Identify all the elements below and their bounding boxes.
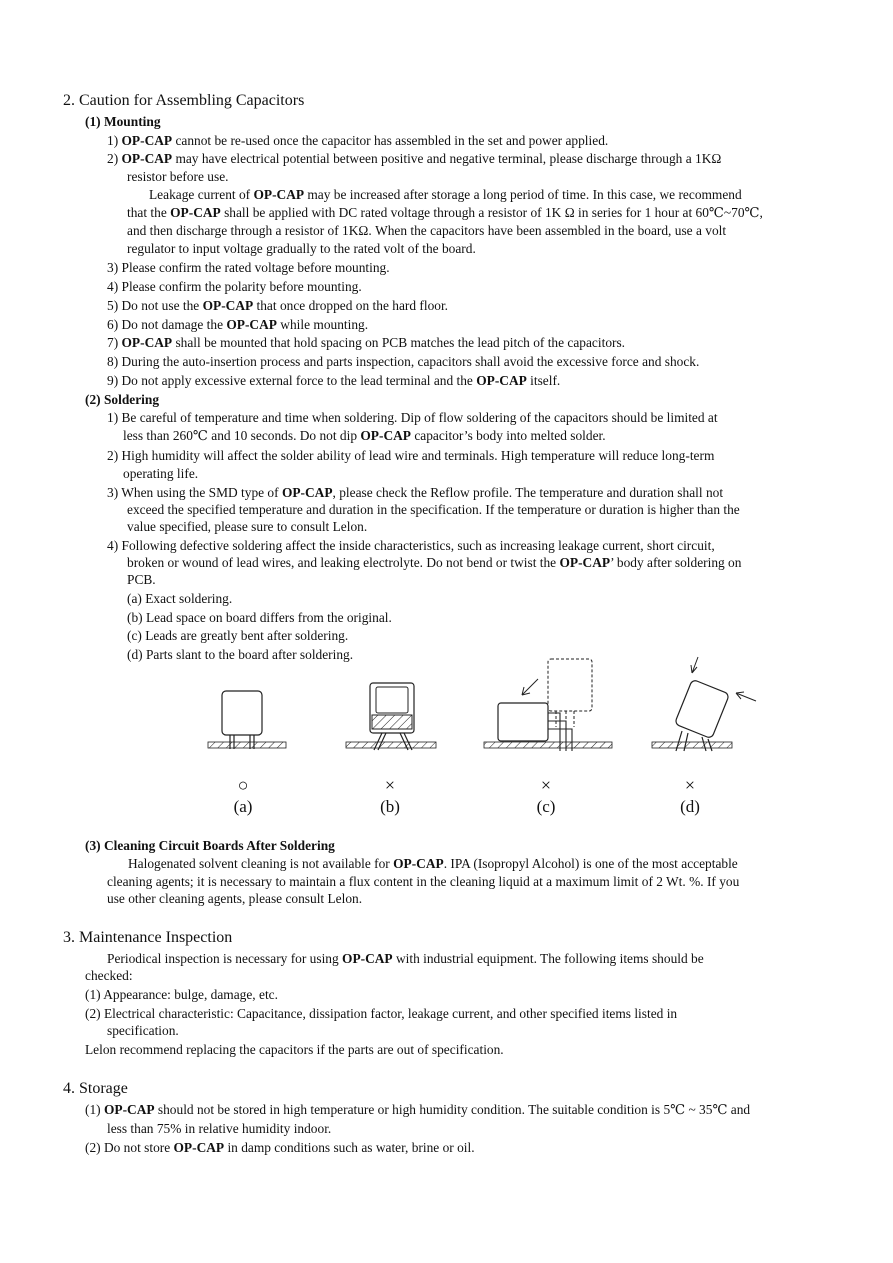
leakage-line-2: that the OP-CAP shall be applied with DC rated voltage through a resistor of 1K Ω in series for 1 hour at 60℃~70℃, [127,205,763,220]
figure-label-a: (a) [233,797,253,816]
cleaning-line-3: use other cleaning agents, please consult Lelon. [107,891,363,906]
soldering-item-4-cont-1: broken or wound of lead wires, and leaking electrolyte. Do not bend or twist the OP-CAP’ body after soldering on [127,555,742,570]
mounting-item-2-cont: resistor before use. [127,169,229,184]
leakage-line-3: and then discharge through a resistor of 1KΩ. When the capacitors have been assembled in the board, use a volt [127,223,727,238]
figure-mark-b: × [384,775,396,795]
maintenance-recommendation: Lelon recommend replacing the capacitors if the parts are out of specification. [85,1042,504,1057]
mounting-item-3: 3) Please confirm the rated voltage before mounting. [107,260,390,275]
soldering-item-2: 2) High humidity will affect the solder ability of lead wire and terminals. High temperature will reduce long-term [107,448,715,463]
mounting-heading: (1) Mounting [85,114,161,129]
figure-mark-a: ○ [237,775,249,795]
soldering-item-4-cont-2: PCB. [127,572,156,587]
figure-a-capacitor [208,691,286,749]
figure-label-b: (b) [380,797,400,816]
storage-item-1-cont: less than 75% in relative humidity indoor. [107,1121,332,1136]
mounting-item-1: 1) OP-CAP cannot be re-used once the capacitor has assembled in the set and power applied. [107,133,609,148]
maintenance-item-2: (2) Electrical characteristic: Capacitance, dissipation factor, leakage current, and other specified items listed in [85,1006,678,1021]
mounting-item-5: 5) Do not use the OP-CAP that once dropped on the hard floor. [107,298,449,313]
mounting-item-8: 8) During the auto-insertion process and parts inspection, capacitors shall avoid the excessive force and shock. [107,354,700,369]
section-3-title: 3. Maintenance Inspection [63,929,233,946]
soldering-item-4: 4) Following defective soldering affect the inside characteristics, such as increasing leakage current, short circuit, [107,538,715,553]
soldering-heading: (2) Soldering [85,392,160,407]
figure-label-d: (d) [680,797,700,816]
leakage-line-1: Leakage current of OP-CAP may be increased after storage a long period of time. In this case, we recommend [149,187,742,202]
storage-item-1: (1) OP-CAP should not be stored in high temperature or high humidity condition. The suitable condition is 5℃ ~ 35℃ and [85,1102,751,1117]
soldering-item-3-cont-1: exceed the specified temperature and duration in the specification. If the temperature or duration is higher than the [127,502,740,517]
maintenance-item-1: (1) Appearance: bulge, damage, etc. [85,987,278,1002]
cleaning-heading: (3) Cleaning Circuit Boards After Soldering [85,838,335,853]
leakage-line-4: regulator to input voltage gradually to the rated volt of the board. [127,241,476,256]
maintenance-line-1: Periodical inspection is necessary for using OP-CAP with industrial equipment. The following items should be [107,951,704,966]
soldering-item-3: 3) When using the SMD type of OP-CAP, please check the Reflow profile. The temperature and duration shall not [107,485,724,500]
mounting-item-9: 9) Do not apply excessive external force to the lead terminal and the OP-CAP itself. [107,373,561,388]
mounting-item-6: 6) Do not damage the OP-CAP while mounting. [107,317,369,332]
maintenance-item-2-cont: specification. [107,1023,179,1038]
mounting-item-7: 7) OP-CAP shall be mounted that hold spacing on PCB matches the lead pitch of the capacitors. [107,335,626,350]
soldering-figure [200,655,760,765]
figure-d-capacitor [652,657,756,751]
figure-mark-d: × [684,775,696,795]
soldering-case-b: (b) Lead space on board differs from the original. [127,610,392,625]
mounting-item-4: 4) Please confirm the polarity before mounting. [107,279,362,294]
figure-mark-c: × [540,775,552,795]
cleaning-line-1: Halogenated solvent cleaning is not available for OP-CAP. IPA (Isopropyl Alcohol) is one of the most acceptable [128,856,738,871]
soldering-item-1-cont: less than 260℃ and 10 seconds. Do not dip OP-CAP capacitor’s body into melted solder. [123,428,606,443]
figure-label-c: (c) [536,797,556,816]
storage-item-2: (2) Do not store OP-CAP in damp conditions such as water, brine or oil. [85,1140,475,1155]
soldering-case-d: (d) Parts slant to the board after soldering. [127,647,354,662]
soldering-item-1: 1) Be careful of temperature and time when soldering. Dip of flow soldering of the capacitors should be limited at [107,410,718,425]
soldering-case-c: (c) Leads are greatly bent after soldering. [127,628,349,643]
figure-b-capacitor [346,683,436,750]
mounting-item-2: 2) OP-CAP may have electrical potential between positive and negative terminal, please discharge through a 1KΩ [107,151,722,166]
figure-c-capacitor [484,659,612,751]
soldering-case-a: (a) Exact soldering. [127,591,233,606]
maintenance-line-2: checked: [85,968,133,983]
section-2-title: 2. Caution for Assembling Capacitors [63,92,305,109]
section-4-title: 4. Storage [63,1080,128,1097]
soldering-item-3-cont-2: value specified, please sure to consult Lelon. [127,519,368,534]
cleaning-line-2: cleaning agents; it is necessary to maintain a flux content in the cleaning liquid at a maximum limit of 2 Wt. %. If you [107,874,740,889]
soldering-item-2-cont: operating life. [123,466,199,481]
